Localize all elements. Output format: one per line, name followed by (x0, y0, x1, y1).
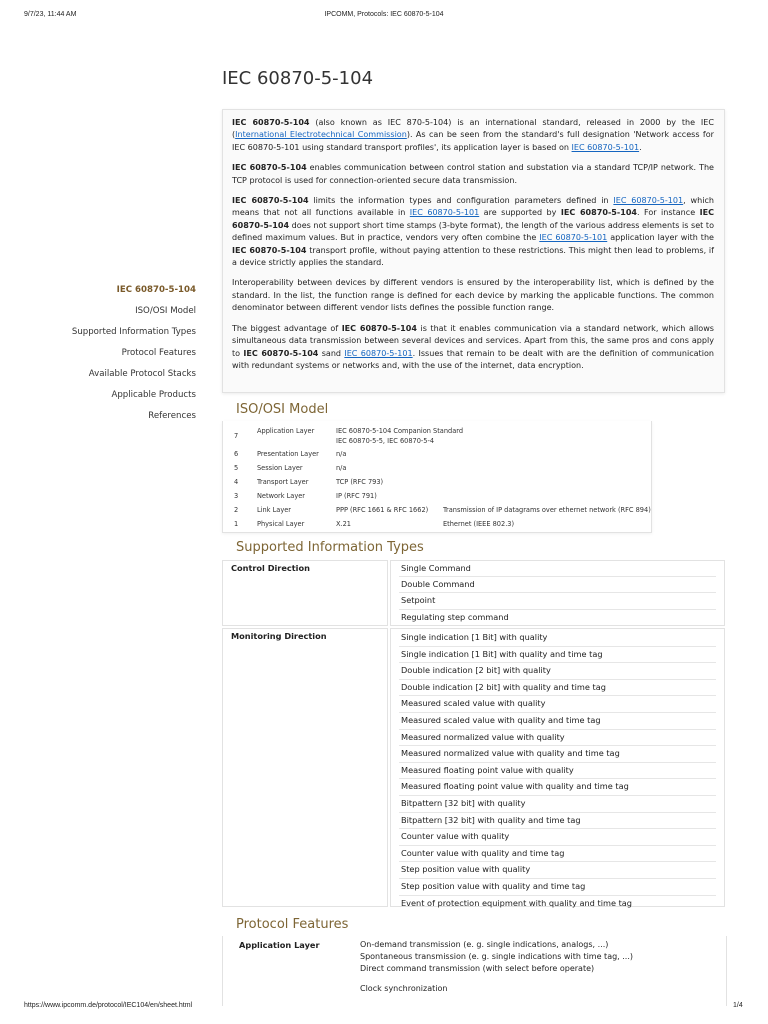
list-item: Measured floating point value with quality (399, 763, 716, 780)
text-run: are supported by (479, 208, 561, 218)
osi-layer-name: Session Layer (257, 464, 303, 472)
monitoring-direction-row (222, 628, 725, 907)
osi-layer-name: Network Layer (257, 492, 306, 500)
feature-item: Spontaneous transmission (e. g. single indications with time tag, ...) (360, 952, 634, 962)
bold-term: IEC 60870-5-104 (232, 163, 307, 173)
monitoring-direction-label: Monitoring Direction (222, 628, 388, 907)
sidebar-item-applicable-products[interactable]: Applicable Products (111, 390, 196, 400)
list-item: Setpoint (399, 593, 716, 609)
list-item: Measured floating point value with quality and time tag (399, 779, 716, 796)
bold-term: IEC 60870-5-104 (341, 323, 417, 333)
page-title: IEC 60870-5-104 (222, 68, 374, 89)
list-item: Double indication [2 bit] with quality and time tag (399, 680, 716, 697)
list-item: Measured normalized value with quality and time tag (399, 746, 716, 763)
osi-layer-number: 1 (234, 520, 239, 528)
text-run: The biggest advantage of (232, 323, 342, 333)
iec-101-link[interactable]: IEC 60870-5-101 (344, 348, 413, 358)
iec-101-link[interactable]: IEC 60870-5-101 (571, 142, 640, 152)
list-item: Single indication [1 Bit] with quality and time tag (399, 647, 716, 664)
bold-term: IEC 60870-5-104 (232, 196, 309, 206)
iec-link[interactable]: International Electrotechnical Commission (235, 130, 407, 140)
bold-term: IEC 60870-5-104 (232, 245, 307, 255)
osi-layer-number: 5 (234, 464, 239, 472)
print-page-number: 1/4 (733, 1002, 743, 1009)
protocol-features-table (222, 936, 727, 1006)
sidebar-item-protocol-features[interactable]: Protocol Features (121, 348, 196, 358)
feature-item: Clock synchronization (360, 983, 448, 993)
text-run: . Issues that remain to be dealt with are the definition of communication with redundant systems or networks and, with the use of the internet, data encryption. (232, 348, 714, 370)
section-title-iso-osi: ISO/OSI Model (236, 402, 329, 417)
monitoring-direction-list (390, 628, 725, 907)
list-item: Step position value with quality and time tag (399, 879, 716, 896)
list-item: Bitpattern [32 bit] with quality (399, 796, 716, 813)
intro-paragraph (232, 195, 714, 269)
application-layer-features (360, 939, 633, 995)
intro-paragraph (232, 323, 714, 373)
osi-table (222, 421, 652, 533)
text-run: application layer with the (607, 233, 715, 243)
intro-paragraph (232, 117, 714, 154)
osi-protocol: PPP (RFC 1661 & RFC 1662) (336, 506, 429, 514)
osi-layer-name: Presentation Layer (257, 450, 319, 458)
osi-protocol: n/a (336, 464, 347, 472)
feature-item: Direct command transmission (with select before operate) (360, 964, 595, 974)
osi-layer-number: 7 (234, 432, 239, 440)
text-run: enables communication between control station and substation via a standard TCP/IP network. The TCP protocol is used for connection-oriented secure data transmission. (232, 163, 714, 185)
intro-paragraph (232, 162, 714, 187)
sidebar-nav (72, 280, 196, 427)
section-title-info-types: Supported Information Types (236, 540, 424, 555)
osi-extra: Ethernet (IEEE 802.3) (443, 520, 515, 528)
list-item: Measured scaled value with quality (399, 696, 716, 713)
print-url: https://www.ipcomm.de/protocol/IEC104/en/sheet.html (24, 1002, 193, 1009)
text-run: (also known as IEC 870-5-104) is an international standard, released in 2000 by the IEC ( (232, 118, 714, 140)
osi-layer-number: 4 (234, 478, 239, 486)
list-item: Counter value with quality (399, 829, 716, 846)
list-item: Double Command (399, 577, 716, 593)
osi-protocol: IEC 60870-5-104 Companion Standard (336, 427, 464, 435)
list-item: Single Command (399, 561, 716, 577)
print-doc-title: IPCOMM, Protocols: IEC 60870-5-104 (324, 11, 444, 18)
list-item: Regulating step command (401, 611, 509, 622)
list-item: Measured normalized value with quality (399, 730, 716, 747)
intro-paragraph (232, 277, 714, 314)
text-run: , which means that not all functions available in (232, 196, 714, 218)
text-run: . For instance (637, 208, 700, 218)
bold-term: IEC 60870-5-104 (243, 348, 319, 358)
osi-layer-name: Transport Layer (257, 478, 309, 486)
list-item: Measured scaled value with quality and time tag (399, 713, 716, 730)
control-direction-row (222, 560, 725, 626)
application-layer-label: Application Layer (239, 940, 320, 950)
list-item: Double indication [2 bit] with quality (399, 663, 716, 680)
osi-layer-name: Link Layer (257, 506, 291, 514)
text-run: ). As can be seen from the standard's full designation 'Network access for IEC 60870-5-101 using standard transport profiles', its application layer is based on (232, 130, 714, 152)
bold-term: IEC 60870-5-104 (232, 118, 310, 127)
sidebar-item-iso-osi-model[interactable]: ISO/OSI Model (135, 306, 196, 316)
text-run: does not support short time stamps (3-byte format), the length of the various address elements is set to defined maximum values. But in practice, vendors very often combine the (232, 220, 714, 243)
osi-protocol: X.21 (336, 520, 352, 528)
control-direction-label: Control Direction (222, 560, 388, 626)
osi-extra: Transmission of IP datagrams over ethernet network (RFC 894) (443, 506, 651, 514)
iec-101-link[interactable]: IEC 60870-5-101 (613, 196, 684, 206)
bold-term: IEC 60870-5-104 (232, 208, 715, 230)
print-datetime: 9/7/23, 11:44 AM (24, 11, 77, 18)
osi-layer-number: 6 (234, 450, 239, 458)
osi-layer-name: Physical Layer (257, 520, 305, 528)
list-item: Counter value with quality and time tag (399, 846, 716, 863)
osi-layer-number: 2 (234, 506, 239, 514)
list-item: Single indication [1 Bit] with quality (399, 630, 716, 647)
bold-term: IEC 60870-5-104 (560, 208, 638, 218)
section-title-protocol-features: Protocol Features (236, 917, 349, 932)
sidebar-item-references[interactable]: References (148, 411, 196, 421)
list-item: Event of protection equipment with quality and time tag (401, 897, 633, 908)
sidebar-item-supported-information-types[interactable]: Supported Information Types (71, 327, 196, 337)
intro-box (222, 109, 725, 393)
list-item: Step position value with quality (399, 862, 716, 879)
iec-101-link[interactable]: IEC 60870-5-101 (409, 208, 480, 218)
text-run: sand (318, 348, 345, 358)
text-run: Interoperability between devices by different vendors is ensured by the interoperability list, which is defined by the standard. In the list, the function range is defined for each device by marking the applicable functions. The common denominator between different vendor lists defines the possible function range. (232, 278, 714, 313)
text-run: is that it enables communication via a standard network, which allows simultaneous data transmission between several devices and services. Apart from this, the same pros and cons apply to (232, 323, 714, 358)
text-run: limits the information types and configuration parameters defined in (308, 196, 614, 206)
osi-protocol: IP (RFC 791) (336, 492, 377, 500)
osi-protocol: n/a (336, 450, 347, 458)
text-run: transport profile, without paying attention to these restrictions. This might then lead to problems, if a device strictly applies the standard. (232, 245, 714, 268)
osi-protocol: TCP (RFC 793) (336, 478, 384, 486)
list-item: Bitpattern [32 bit] with quality and time tag (399, 813, 716, 830)
iec-101-link[interactable]: IEC 60870-5-101 (539, 233, 608, 243)
osi-protocol-secondary: IEC 60870-5-5, IEC 60870-5-4 (336, 437, 435, 445)
osi-layer-number: 3 (234, 492, 239, 500)
text-run: . (639, 142, 642, 152)
osi-layer-name: Application Layer (257, 427, 315, 435)
feature-item: On-demand transmission (e. g. single indications, analogs, ...) (360, 940, 609, 949)
sidebar-item-available-protocol-stacks[interactable]: Available Protocol Stacks (88, 369, 196, 379)
control-direction-list (390, 560, 725, 626)
sidebar-item-iec104[interactable]: IEC 60870-5-104 (116, 285, 196, 295)
